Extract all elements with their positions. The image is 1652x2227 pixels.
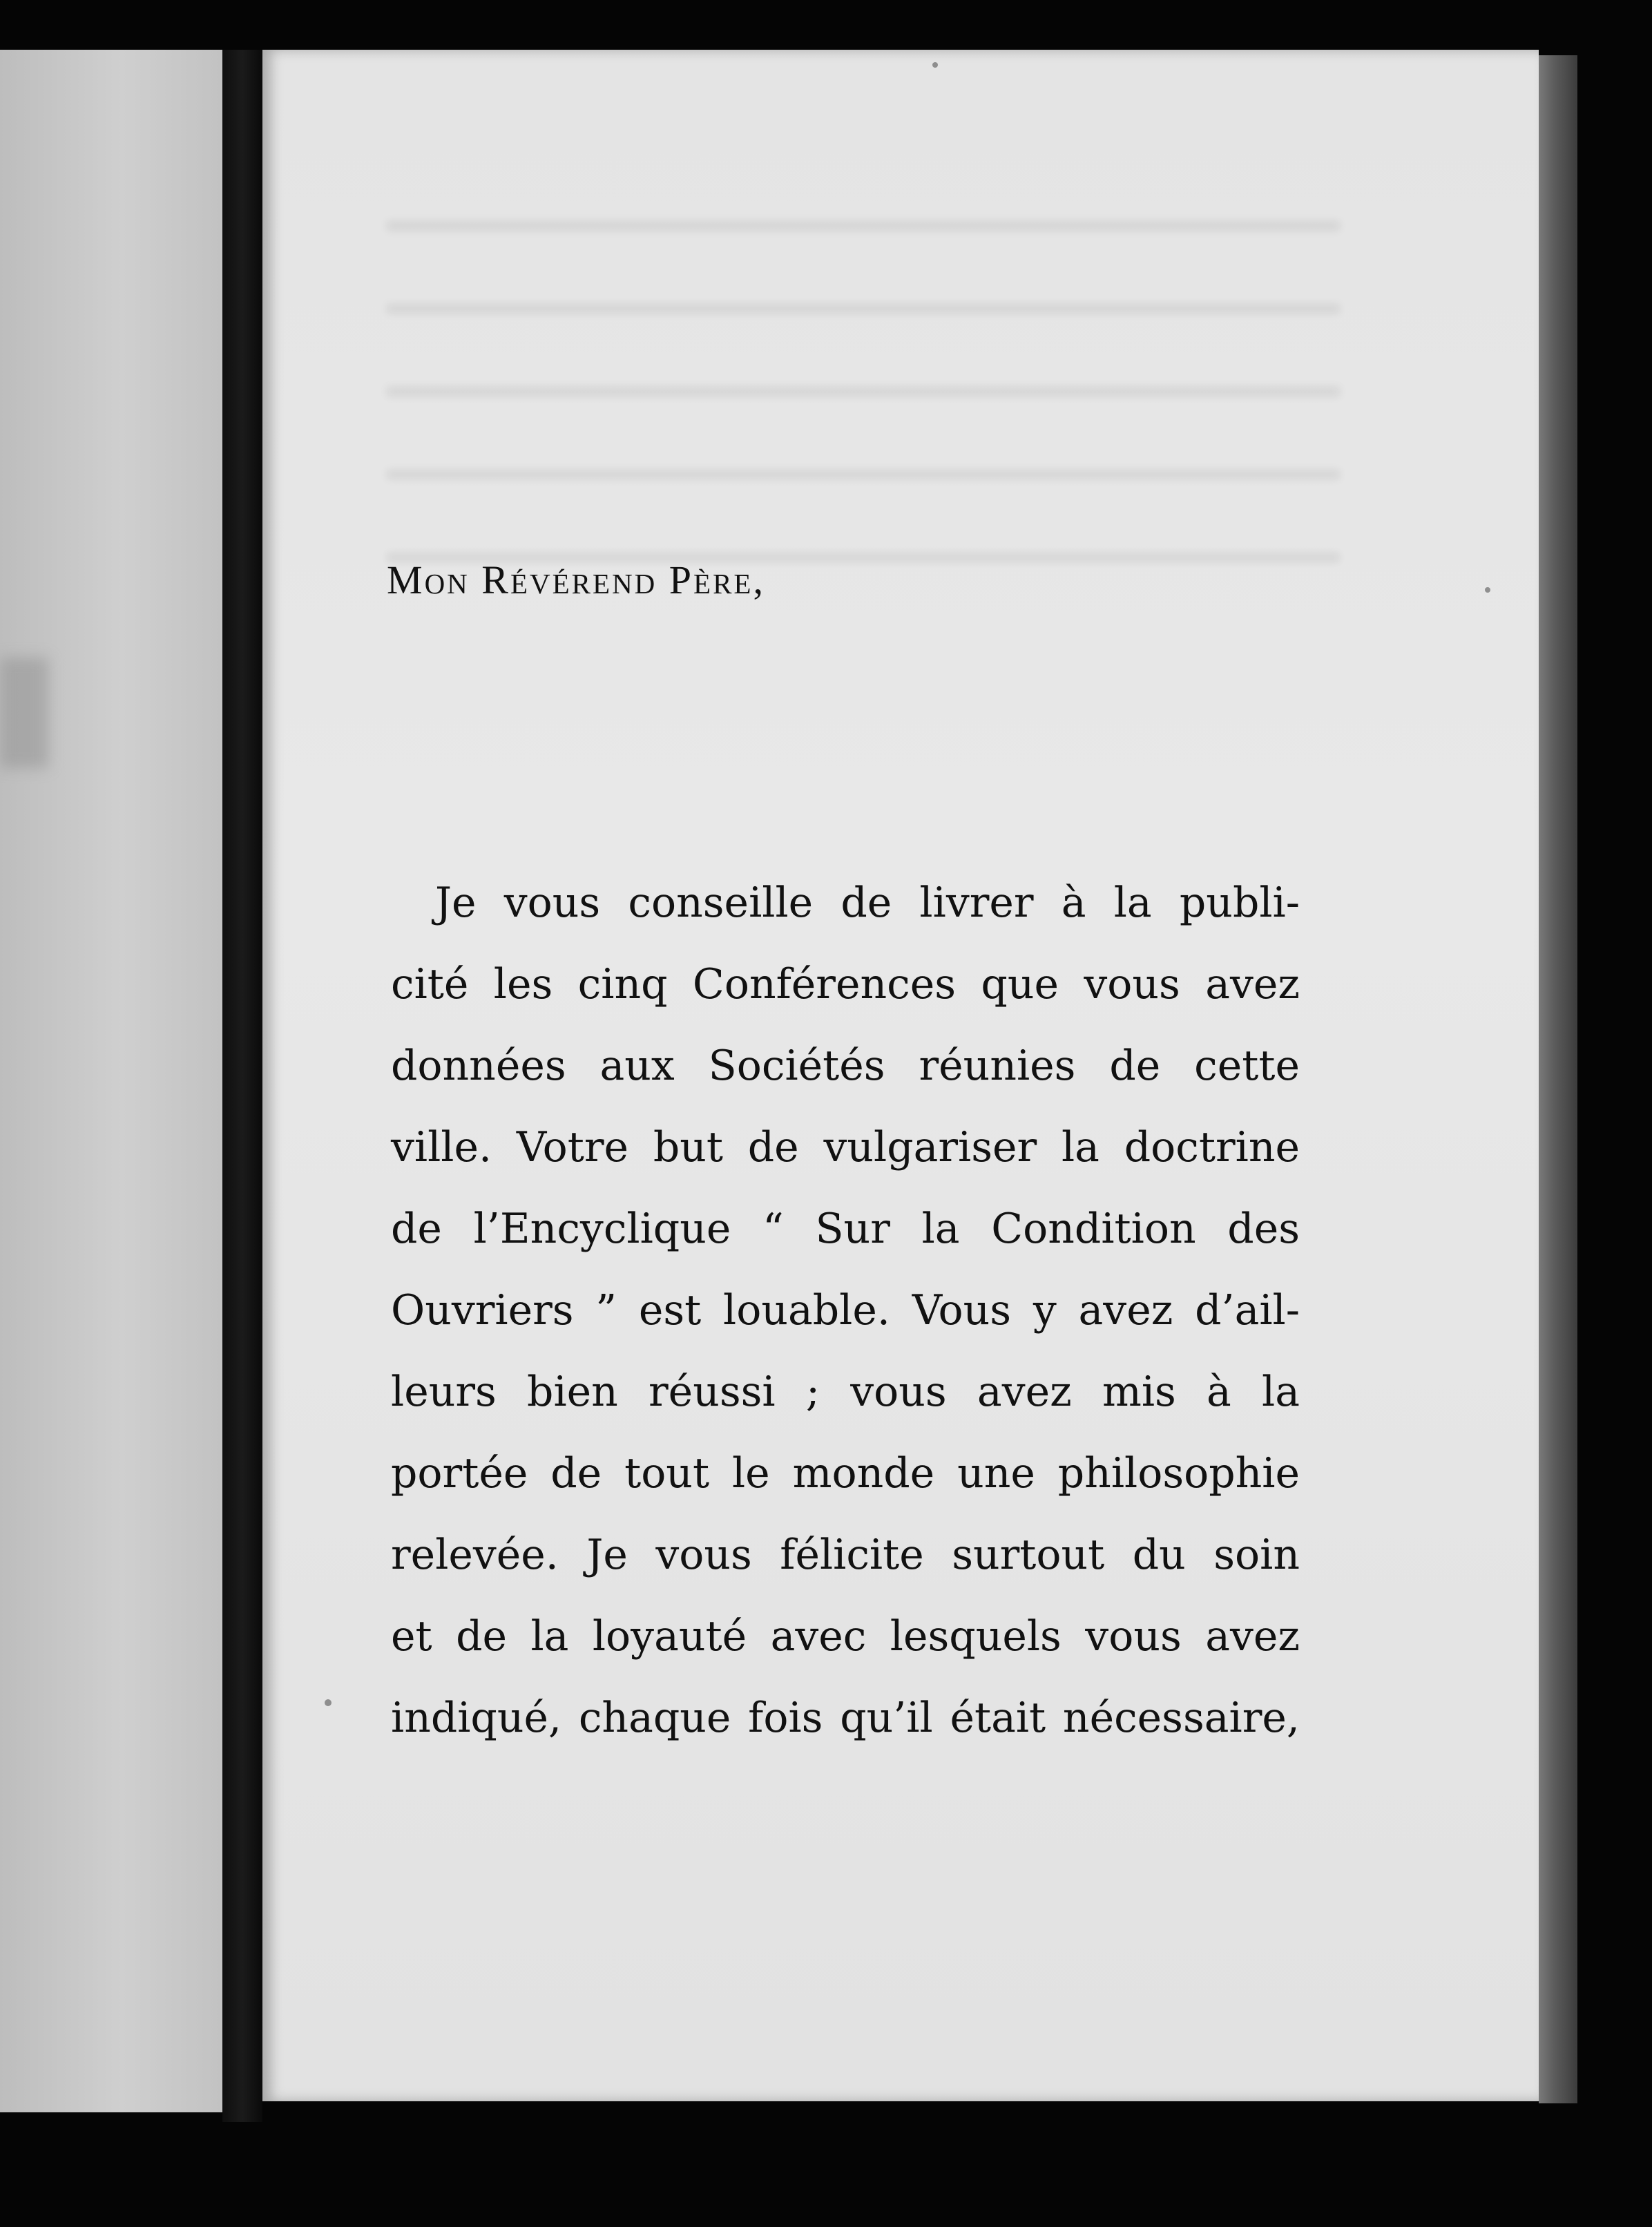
text-line: leurs bien réussi ; vous avez mis à la	[391, 1368, 1300, 1416]
previous-page-edge	[0, 50, 222, 2112]
text-line: et de la loyauté avec lesquels vous avez	[391, 1612, 1300, 1661]
text-line: Ouvriers ” est louable. Vous y avez d’ail-	[391, 1286, 1300, 1335]
salutation: Mon Révérend Père,	[387, 557, 765, 602]
text-line: Je vous conseille de livrer à la publi-	[435, 879, 1300, 927]
text-line: cité les cinq Conférences que vous avez	[391, 960, 1300, 1009]
text-line: indiqué, chaque fois qu’il était nécessaire,	[391, 1694, 1300, 1742]
letter-body	[391, 862, 1300, 1759]
page-edge-strip	[1539, 55, 1577, 2103]
text-line: de l’Encyclique “ Sur la Condition des	[391, 1205, 1300, 1253]
text-line: données aux Sociétés réunies de cette	[391, 1042, 1300, 1090]
dust-speck	[325, 1699, 332, 1706]
book-gutter	[222, 50, 262, 2122]
text-line: ville. Votre but de vulgariser la doctrine	[391, 1123, 1300, 1172]
dust-speck	[1485, 587, 1490, 593]
text-line: portée de tout le monde une philosophie	[391, 1449, 1300, 1498]
page-smudge	[0, 658, 48, 768]
dust-speck	[932, 62, 938, 68]
bleed-through-text	[387, 221, 1340, 580]
text-line: relevée. Je vous félicite surtout du soin	[391, 1531, 1300, 1579]
